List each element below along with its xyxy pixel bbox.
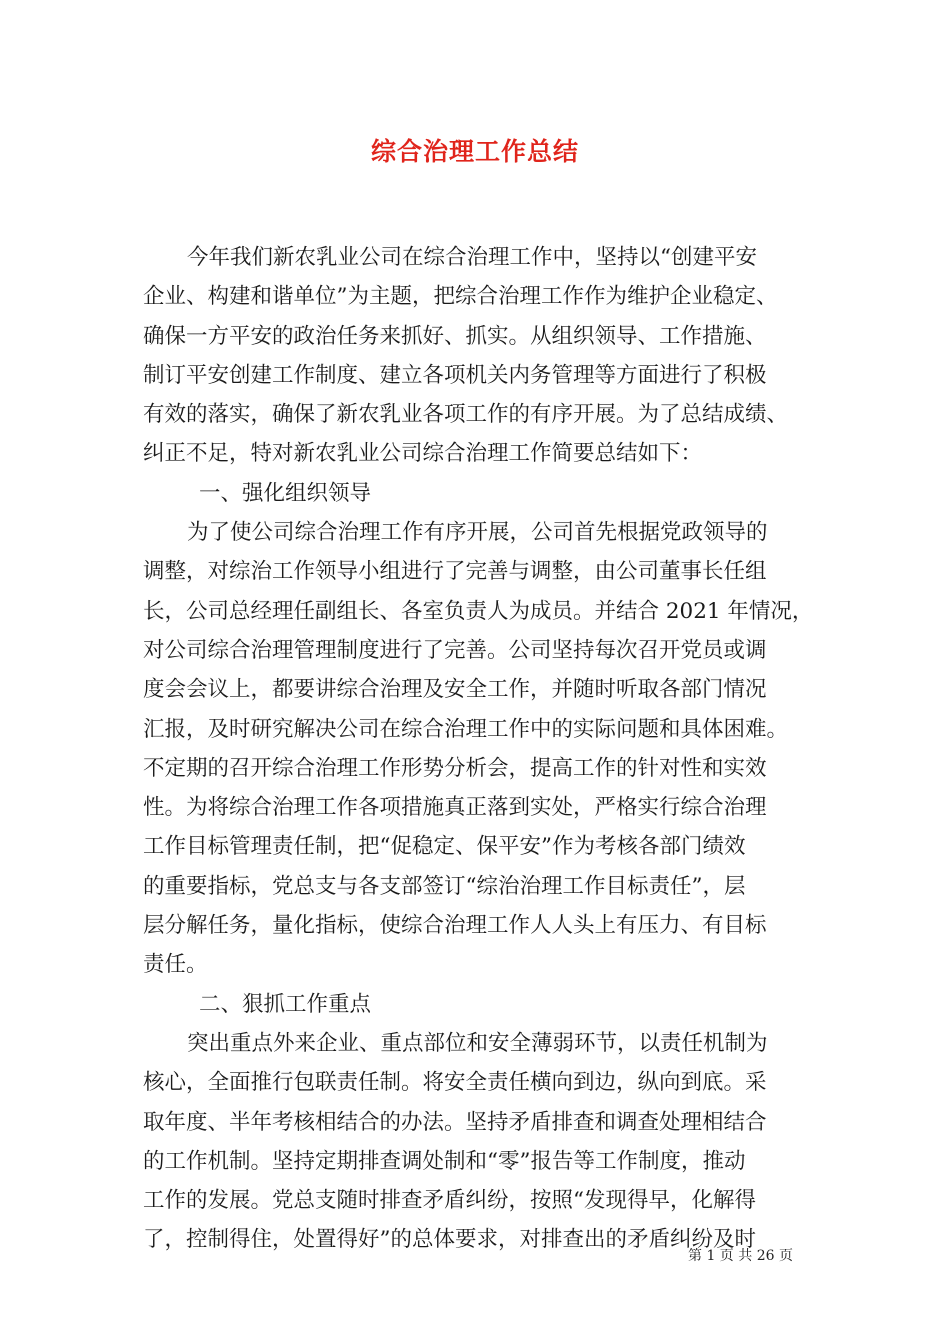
- paragraph-line: 为了使公司综合治理工作有序开展，公司首先根据党政领导的: [187, 520, 768, 546]
- paragraph-line: 的工作机制。坚持定期排查调处制和“零”报告等工作制度，推动: [143, 1148, 746, 1174]
- paragraph-line: 层分解任务，量化指标，使综合治理工作人人头上有压力、有目标: [143, 913, 767, 939]
- document-body: [143, 238, 813, 1260]
- paragraph-line: 突出重点外来企业、重点部位和安全薄弱环节，以责任机制为: [187, 1030, 768, 1056]
- paragraph-line: 企业、构建和谐单位”为主题，把综合治理工作作为维护企业稳定、: [143, 284, 778, 310]
- paragraph-line: 不定期的召开综合治理工作形势分析会，提高工作的针对性和实效: [143, 755, 767, 781]
- section-heading-2: 二、狠抓工作重点: [199, 991, 372, 1017]
- section-heading-1: 一、强化组织领导: [199, 480, 372, 506]
- paragraph-line: 今年我们新农乳业公司在综合治理工作中，坚持以“创建平安: [187, 245, 757, 270]
- paragraph-line: 长，公司总经理任副组长、各室负责人为成员。并结合 2021 年情况，: [143, 598, 814, 624]
- paragraph-line: 工作的发展。党总支随时排查矛盾纠纷，按照“发现得早，化解得: [143, 1188, 756, 1214]
- paragraph-line: 核心，全面推行包联责任制。将安全责任横向到边，纵向到底。采: [143, 1070, 767, 1096]
- document-title: 综合治理工作总结: [370, 137, 579, 166]
- paragraph-line: 度会会议上，都要讲综合治理及安全工作，并随时听取各部门情况: [143, 677, 767, 703]
- paragraph-line: 汇报，及时研究解决公司在综合治理工作中的实际问题和具体困难。: [143, 716, 789, 742]
- paragraph-line: 的重要指标，党总支与各支部签订“综治治理工作目标责任”，层: [143, 873, 746, 899]
- paragraph-line: 调整，对综治工作领导小组进行了完善与调整，由公司董事长任组: [143, 559, 767, 585]
- paragraph-line: 工作目标管理责任制，把“促稳定、保平安”作为考核各部门绩效: [143, 834, 746, 860]
- paragraph-line: 性。为将综合治理工作各项措施真正落到实处，严格实行综合治理: [143, 795, 767, 821]
- paragraph-line: 纠正不足，特对新农乳业公司综合治理工作简要总结如下：: [143, 441, 703, 467]
- page-number-footer: 第 1 页 共 26 页: [688, 1248, 793, 1264]
- paragraph-line: 了，控制得住，处置得好”的总体要求，对排查出的矛盾纠纷及时: [143, 1227, 756, 1253]
- paragraph-line: 制订平安创建工作制度、建立各项机关内务管理等方面进行了积极: [143, 362, 767, 388]
- paragraph-line: 取年度、半年考核相结合的办法。坚持矛盾排查和调查处理相结合: [143, 1109, 767, 1135]
- paragraph-line: 对公司综合治理管理制度进行了完善。公司坚持每次召开党员或调: [143, 637, 767, 663]
- paragraph-line: 有效的落实，确保了新农乳业各项工作的有序开展。为了总结成绩、: [143, 402, 789, 428]
- paragraph-line: 确保一方平安的政治任务来抓好、抓实。从组织领导、工作措施、: [143, 323, 767, 349]
- paragraph-line: 责任。: [143, 952, 208, 978]
